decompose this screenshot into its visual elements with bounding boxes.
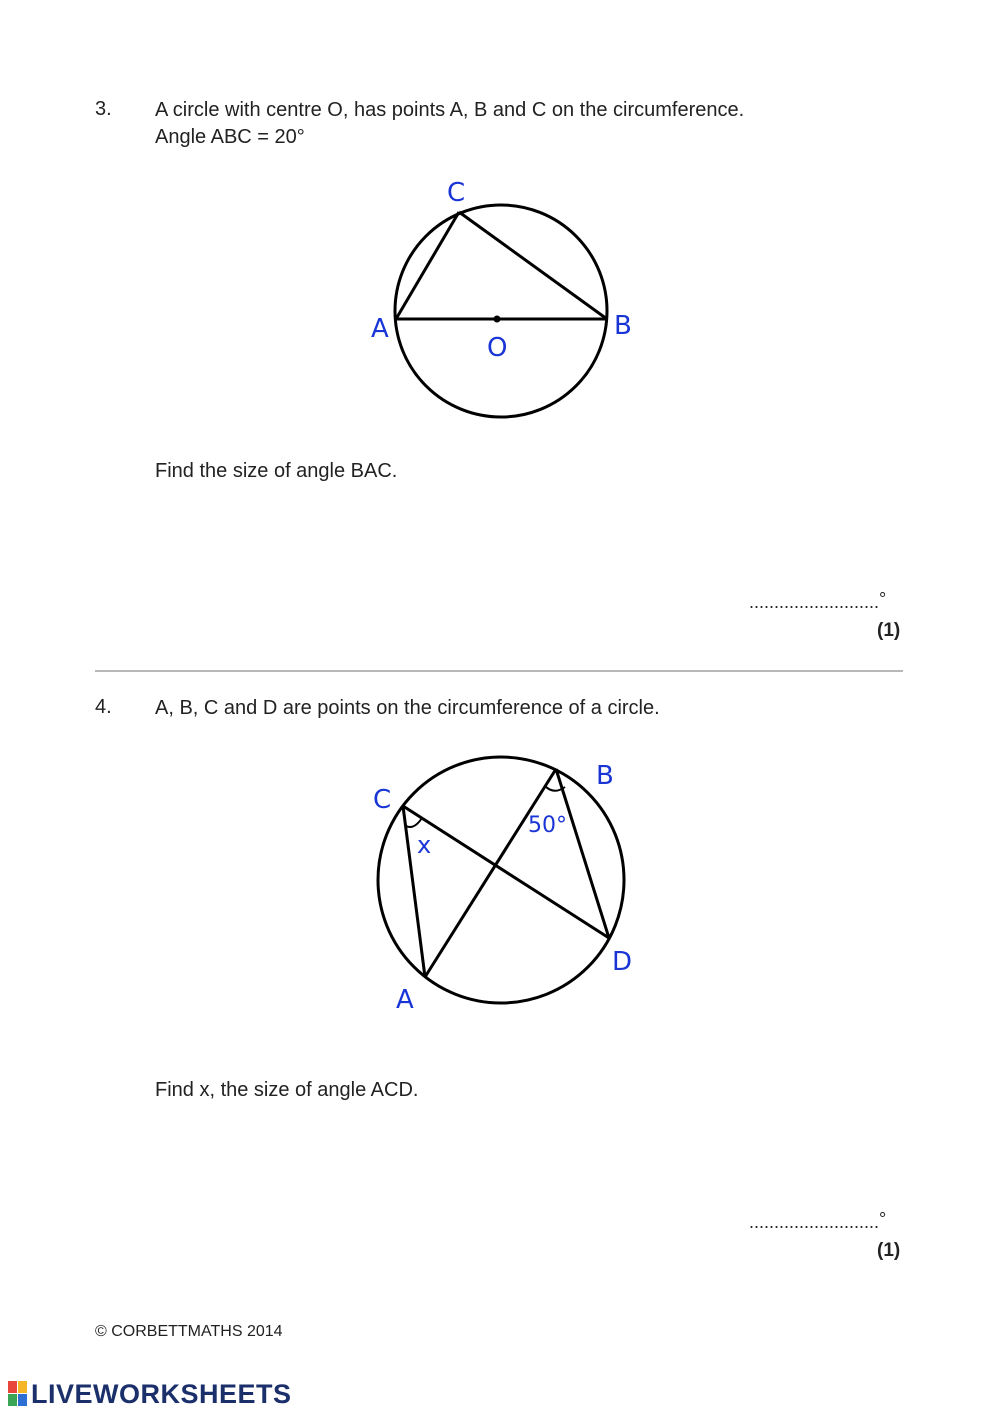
question-3-prompt: Find the size of angle BAC. xyxy=(155,460,398,482)
liveworksheets-logo-icon[interactable] xyxy=(8,1381,28,1407)
chord-cb xyxy=(459,212,607,319)
question-3-marks: (1) xyxy=(877,620,901,641)
question-4-prompt: Find x, the size of angle ACD. xyxy=(155,1079,419,1101)
circle-4 xyxy=(378,757,624,1003)
degree-unit: ° xyxy=(879,589,887,609)
question-3-number: 3. xyxy=(95,98,112,120)
label-a: A xyxy=(396,985,414,1015)
question-4-text-line1: A, B, C and D are points on the circumference of a circle. xyxy=(155,697,660,719)
liveworksheets-brand[interactable]: LIVEWORKSHEETS xyxy=(31,1379,292,1409)
question-divider xyxy=(95,670,903,672)
centre-point-o xyxy=(494,316,501,323)
angle-arc-x xyxy=(406,818,422,827)
question-4-number: 4. xyxy=(95,696,112,718)
label-50-degrees: 50° xyxy=(528,813,567,838)
label-c: C xyxy=(447,178,466,208)
label-b: B xyxy=(614,311,632,341)
question-3-text-line2: Angle ABC = 20° xyxy=(155,126,305,148)
answer-blank[interactable]: .......................... xyxy=(749,1212,880,1232)
label-d: D xyxy=(612,947,633,977)
logo-grid-icon xyxy=(8,1381,28,1407)
chord-bd xyxy=(556,769,609,938)
label-c: C xyxy=(373,785,392,815)
chord-ba xyxy=(425,769,556,977)
label-o: O xyxy=(487,333,508,363)
question-3-text-line1: A circle with centre O, has points A, B and C on the circumference. xyxy=(155,99,745,121)
question-4-diagram xyxy=(360,745,650,1020)
question-3-diagram xyxy=(360,170,650,430)
label-b: B xyxy=(596,761,614,791)
question-3-answer-line[interactable] xyxy=(749,589,887,613)
degree-unit: ° xyxy=(879,1209,887,1229)
label-a: A xyxy=(371,314,389,344)
question-4-marks: (1) xyxy=(877,1240,901,1261)
copyright-notice: © CORBETTMATHS 2014 xyxy=(95,1323,283,1340)
chord-cd xyxy=(403,806,609,938)
circle-3 xyxy=(395,205,607,417)
label-x: x xyxy=(417,831,432,859)
question-4-answer-line[interactable] xyxy=(749,1209,887,1233)
answer-blank[interactable]: .......................... xyxy=(749,592,880,612)
